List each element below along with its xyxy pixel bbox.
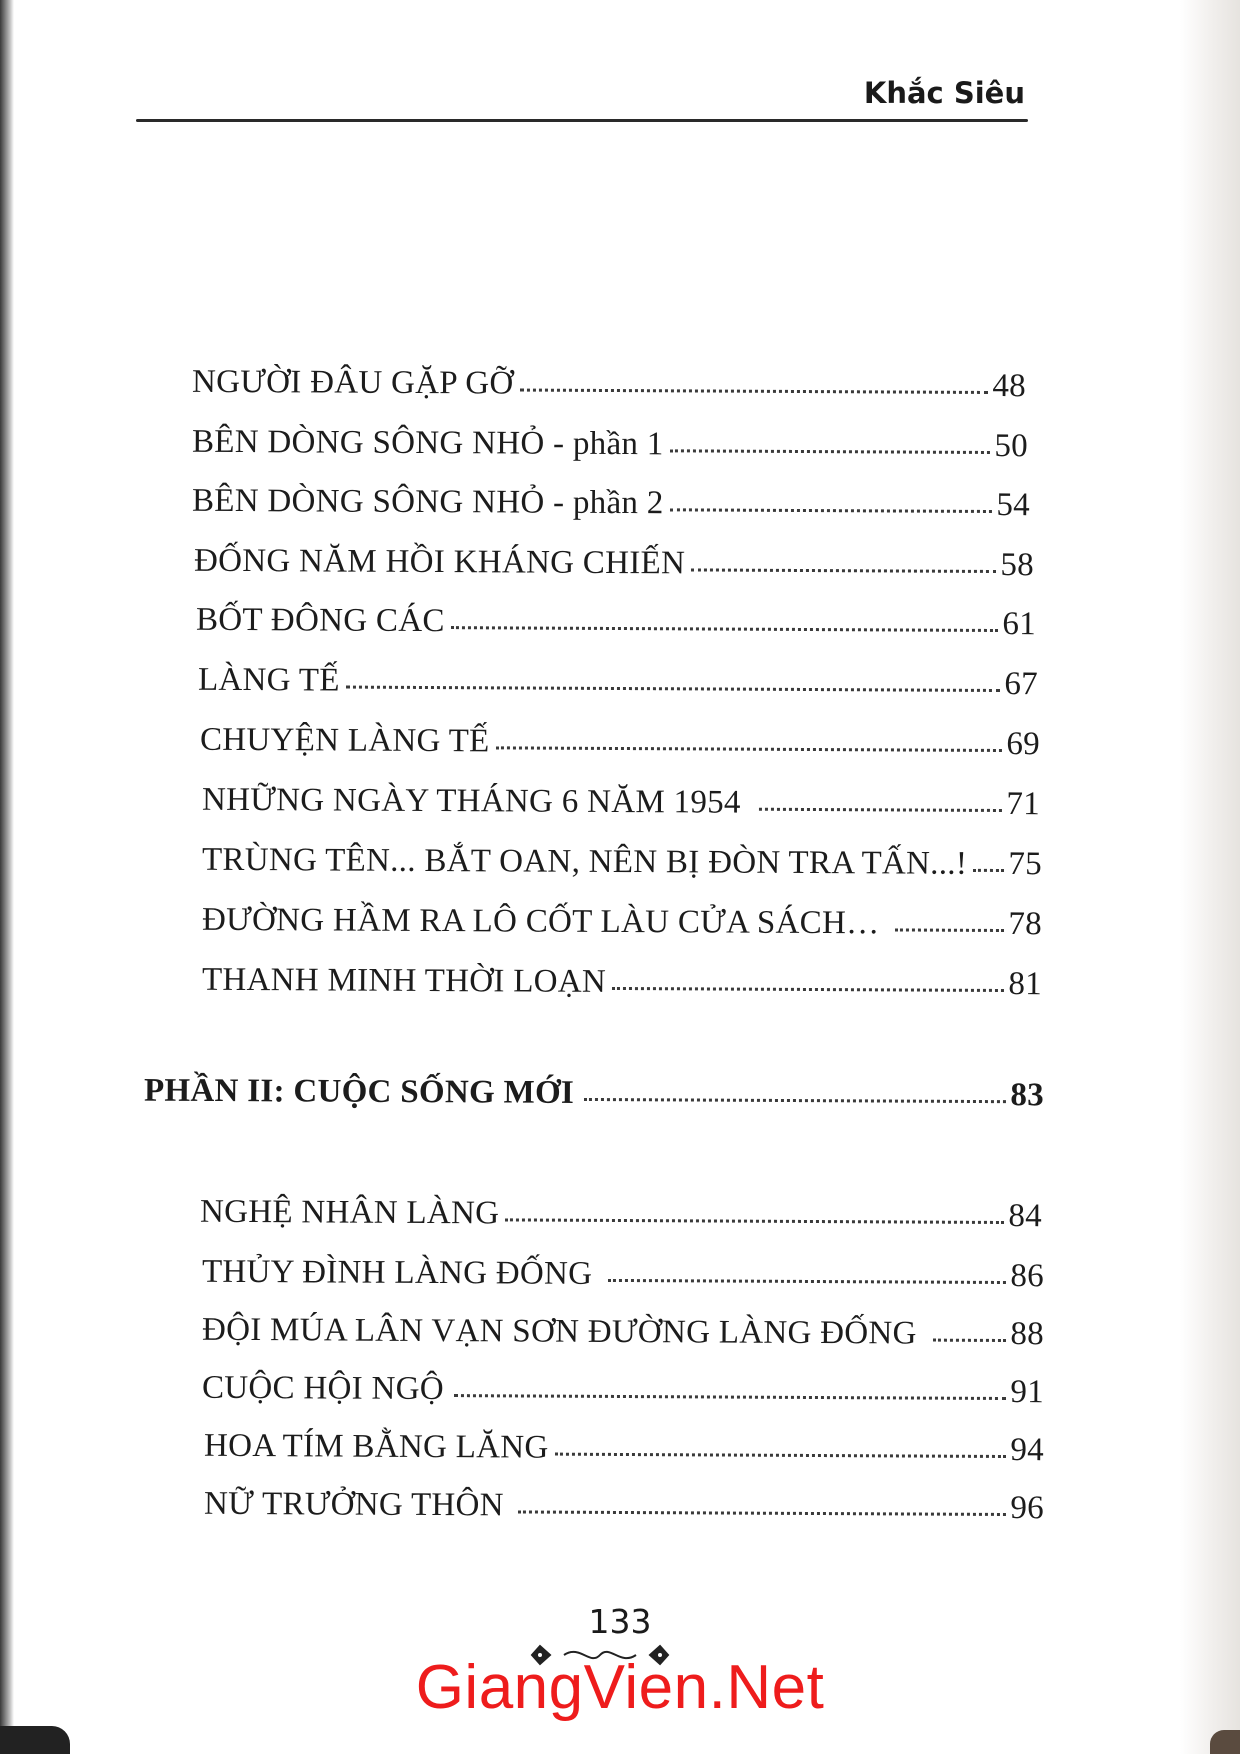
- toc-entry[interactable]: [202, 962, 1042, 1003]
- toc-entry-title: TRÙNG TÊN... BẮT OAN, NÊN BỊ ĐÒN TRA TẤN...!: [201, 841, 968, 882]
- toc-entry-page: 88: [1010, 1316, 1045, 1353]
- toc-entry[interactable]: [202, 782, 1040, 823]
- dot-leader: [670, 449, 991, 454]
- toc-entry-title: NGHỆ NHÂN LÀNG: [199, 1193, 500, 1232]
- toc-entry[interactable]: [202, 1312, 1044, 1353]
- toc-entry-title: THANH MINH THỜI LOẠN: [201, 961, 607, 1000]
- toc-entry[interactable]: [202, 1254, 1044, 1295]
- toc-entry-page: 54: [996, 487, 1031, 524]
- toc-section-title: PHẦN II: CUỘC SỐNG MỚI: [143, 1072, 575, 1111]
- toc-entry-title: LÀNG TẾ: [197, 661, 340, 699]
- toc-entry-page: 48: [992, 368, 1027, 405]
- toc-entry-title: NỮ TRƯỞNG THÔN: [203, 1485, 504, 1524]
- dot-leader: [454, 1394, 1006, 1400]
- toc-entry[interactable]: [192, 483, 1030, 524]
- page-number: 133: [588, 1602, 652, 1641]
- toc-entry-title: ĐƯỜNG HẦM RA LÔ CỐT LÀU CỬA SÁCH…: [201, 901, 880, 942]
- toc-entry-page: 84: [1008, 1198, 1043, 1235]
- toc-entry-page: 67: [1004, 666, 1039, 703]
- toc-entry[interactable]: [204, 1486, 1044, 1527]
- toc-entry[interactable]: [196, 602, 1036, 643]
- toc-entry-title: NHỮNG NGÀY THÁNG 6 NĂM 1954: [201, 781, 741, 821]
- toc-entry[interactable]: [202, 842, 1042, 883]
- dot-leader: [520, 389, 989, 394]
- dot-leader: [451, 626, 999, 632]
- toc-entry-title: CHUYỆN LÀNG TẾ: [199, 721, 490, 760]
- toc-entry-title: ĐỐNG NĂM HỒI KHÁNG CHIẾN: [193, 542, 686, 582]
- dot-leader: [346, 686, 1001, 692]
- toc-entry[interactable]: [192, 364, 1026, 405]
- dot-leader: [555, 1453, 1007, 1458]
- toc-entry-title: HOA TÍM BẰNG LĂNG: [203, 1427, 549, 1466]
- dot-leader: [691, 568, 996, 573]
- toc-section-heading[interactable]: [144, 1073, 1044, 1115]
- toc-entry[interactable]: [192, 424, 1028, 465]
- toc-entry-page: 61: [1002, 606, 1037, 643]
- toc-entry-page: 69: [1006, 726, 1041, 763]
- toc-entry-title: CUỘC HỘI NGỘ: [201, 1369, 445, 1408]
- toc-entry-title: THỦY ĐÌNH LÀNG ĐỐNG: [201, 1253, 593, 1292]
- dot-leader: [933, 1339, 1007, 1342]
- toc-entry-page: 58: [1000, 547, 1035, 584]
- toc-entry-title: ĐỘI MÚA LÂN VẠN SƠN ĐƯỜNG LÀNG ĐỐNG: [201, 1311, 917, 1352]
- toc-entry-page: 86: [1010, 1258, 1045, 1295]
- toc-entry-page: 78: [1008, 906, 1043, 943]
- toc-entry[interactable]: [194, 543, 1034, 584]
- dot-leader: [612, 987, 1004, 992]
- toc-entry[interactable]: [198, 662, 1038, 703]
- dot-leader: [608, 1279, 1006, 1284]
- toc-entry[interactable]: [204, 1428, 1044, 1469]
- dot-leader: [496, 746, 1003, 752]
- dot-leader: [670, 508, 993, 513]
- toc-entry-page: 75: [1008, 846, 1043, 883]
- dot-leader: [759, 808, 1003, 812]
- dot-leader: [973, 869, 1004, 872]
- toc-entry-page: 50: [994, 428, 1029, 465]
- toc-entry-title: BÊN DÒNG SÔNG NHỎ - phần 2: [191, 482, 664, 522]
- running-header-author: Khắc Siêu: [863, 76, 1025, 110]
- toc-entry[interactable]: [200, 1194, 1042, 1235]
- toc-entry[interactable]: [200, 722, 1040, 763]
- toc-entry-page: 96: [1010, 1490, 1045, 1527]
- watermark-text: GiangVien.Net: [415, 1653, 825, 1722]
- toc-entry-page: 94: [1010, 1432, 1045, 1469]
- dot-leader: [518, 1510, 1007, 1516]
- toc-section-page: 83: [1010, 1077, 1045, 1114]
- toc-entry-page: 71: [1006, 786, 1041, 823]
- dot-leader: [584, 1098, 1006, 1103]
- toc-entry-page: 81: [1008, 966, 1043, 1003]
- dot-leader: [505, 1218, 1004, 1224]
- toc-entry-title: NGƯỜI ĐÂU GẶP GỠ: [191, 363, 514, 402]
- toc-entry[interactable]: [202, 902, 1042, 943]
- toc-entry-title: BỐT ĐÔNG CÁC: [195, 601, 445, 640]
- toc-entry[interactable]: [202, 1370, 1044, 1411]
- dot-leader: [895, 928, 1004, 932]
- toc-entry-title: BÊN DÒNG SÔNG NHỎ - phần 1: [191, 423, 664, 463]
- toc-entry-page: 91: [1010, 1374, 1045, 1411]
